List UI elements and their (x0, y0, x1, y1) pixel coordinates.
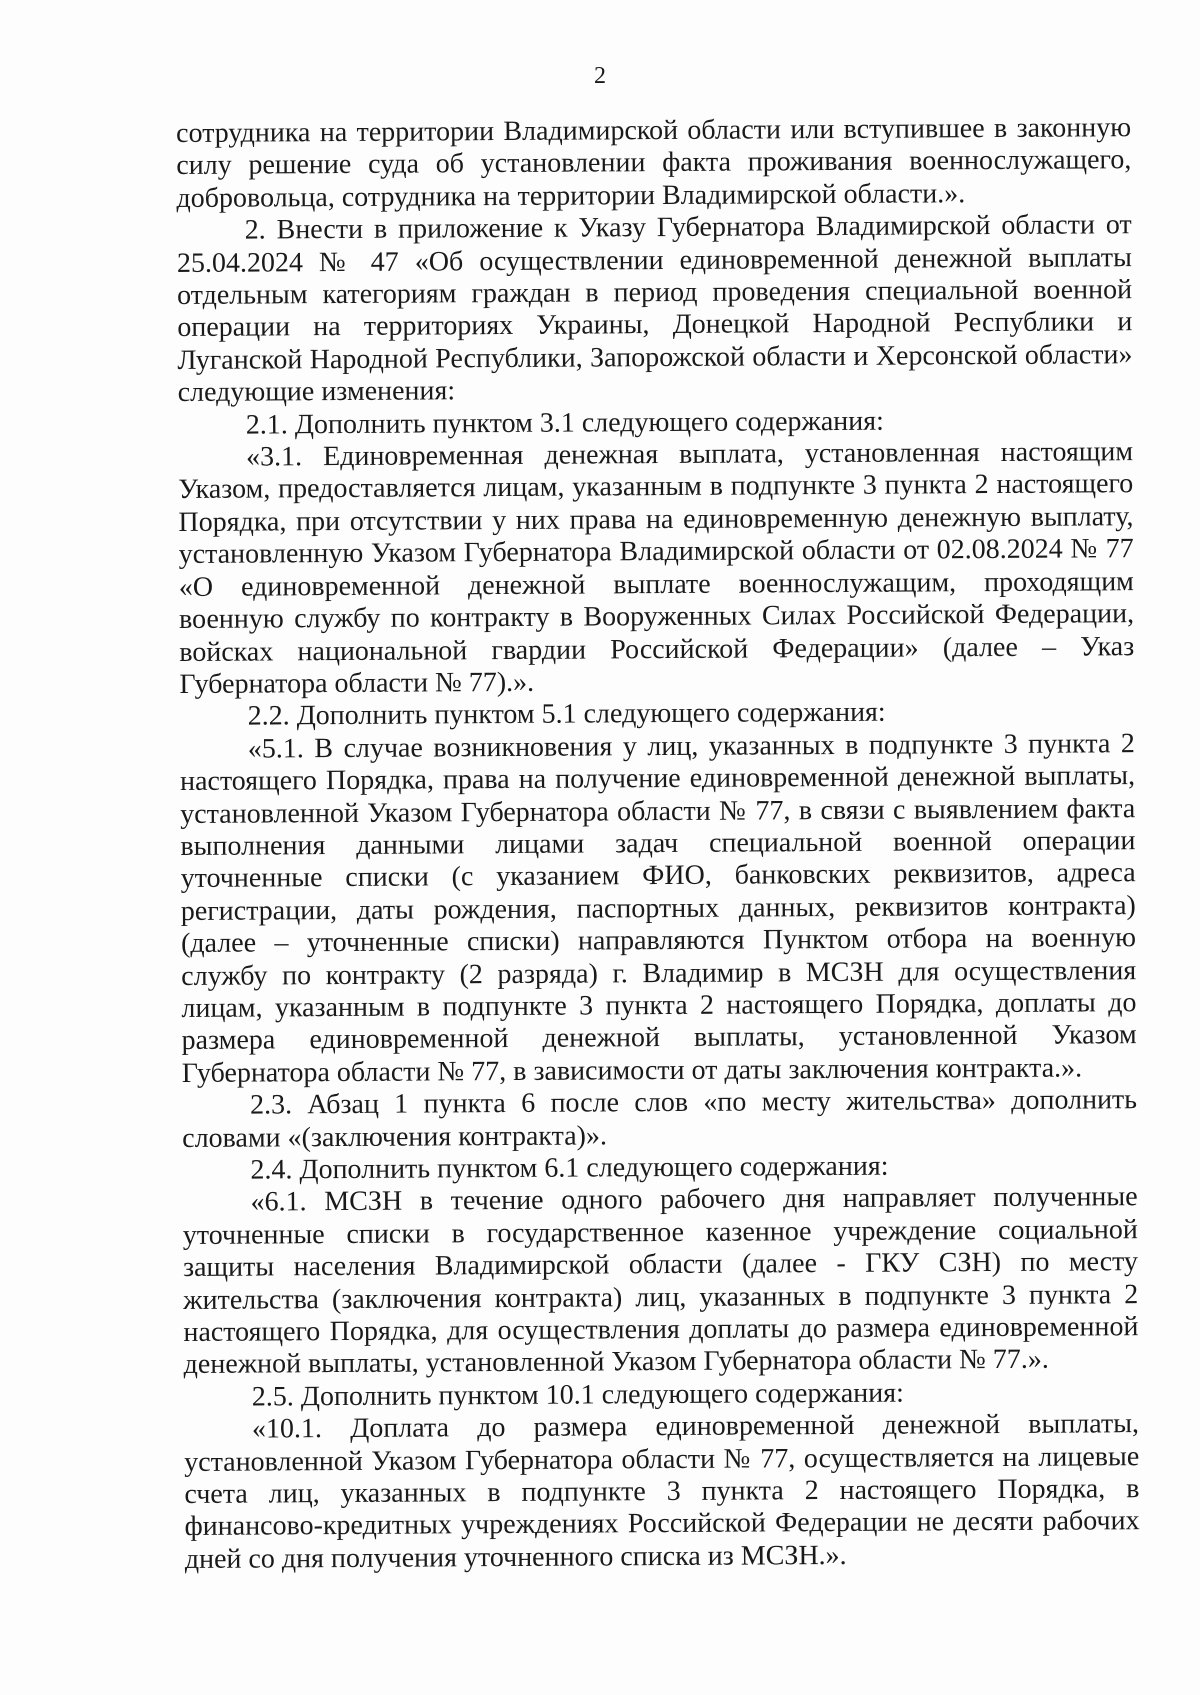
paragraph-clause-10-1: «10.1. Доплата до размера единовременной денежной выплаты, установленной Указом Губернатора области № 77, осуществляется на лицевые счета лиц, указанных в подпункте 3 пункта 2 настоящего Порядка, в финансово-кредитных учреждениях Российской Федерации не десяти рабочих дней со дня получения уточненного списка из МСЗН.». (184, 1408, 1140, 1575)
paragraph-item-2-4: 2.4. Дополнить пунктом 6.1 следующего содержания: (250, 1150, 889, 1186)
paragraph-clause-5-1: «5.1. В случае возникновения у лиц, указанных в подпункте 3 пункта 2 настоящего Порядка, права на получение единовременной денежной выплаты, установленной Указом Губернатора области № 77, в связи с выявлением факта выполнения данными лицами задач специальной военной операции уточненные списки (с указанием ФИО, банковских реквизитов, адреса регистрации, даты рождения, паспортных данных, реквизитов контракта) (далее – уточненные списки) направляются Пунктом отбора на военную службу по контракту (2 разряда) г. Владимир в МСЗН для осуществления лицам, указанным в подпункте 3 пункта 2 настоящего Порядка, доплаты до размера единовременной денежной выплаты, установленной Указом Губернатора области № 77, в зависимости от даты заключения контракта.». (179, 727, 1137, 1089)
page-number: 2 (594, 63, 606, 89)
paragraph-item-2-3: 2.3. Абзац 1 пункта 6 после слов «по месту жительства» дополнить словами «(заключения контракта)». (182, 1084, 1138, 1154)
paragraph-item-2-1: 2.1. Дополнить пунктом 3.1 следующего содержания: (245, 405, 884, 441)
paragraph-item-2-2: 2.2. Дополнить пунктом 5.1 следующего содержания: (247, 696, 886, 732)
document-body (176, 112, 1140, 1576)
paragraph-clause-3-1: «3.1. Единовременная денежная выплата, установленная настоящим Указом, предоставляется лицам, указанным в подпункте 3 пункта 2 настоящего Порядка, при отсутствии у них права на единовременную денежную выплату, установленную Указом Губернатора Владимирской области от 02.08.2024 № 77 «О единовременной денежной выплате военнослужащим, проходящим военную службу по контракту в Вооруженных Силах Российской Федерации, войсках национальной гвардии Российской Федерации» (далее – Указ Губернатора области № 77).». (178, 436, 1135, 700)
paragraph-item-2: 2. Внести в приложение к Указу Губернатора Владимирской области от 25.04.2024 № 47 «Об осуществлении единовременной денежной выплаты отдельным категориям граждан в период проведения специальной военной операции на территориях Украины, Донецкой Народной Республики и Луганской Народной Республики, Запорожской области и Херсонской области» следующие изменения: (176, 209, 1133, 409)
paragraph-item-2-5: 2.5. Дополнить пунктом 10.1 следующего содержания: (251, 1377, 904, 1413)
paragraph-clause-6-1: «6.1. МСЗН в течение одного рабочего дня направляет полученные уточненные списки в государственное казенное учреждение социальной защиты населения Владимирской области (далее - ГКУ СЗН) по месту жительства (заключения контракта) лиц, указанных в подпункте 3 пункта 2 настоящего Порядка, для осуществления доплаты до размера единовременной денежной выплаты, установленной Указом Губернатора области № 77.». (182, 1181, 1139, 1381)
paragraph-continuation: сотрудника на территории Владимирской области или вступившее в законную силу решение суда об установлении факта проживания военнослужащего, добровольца, сотрудника на территории Владимирской области.». (176, 112, 1132, 214)
